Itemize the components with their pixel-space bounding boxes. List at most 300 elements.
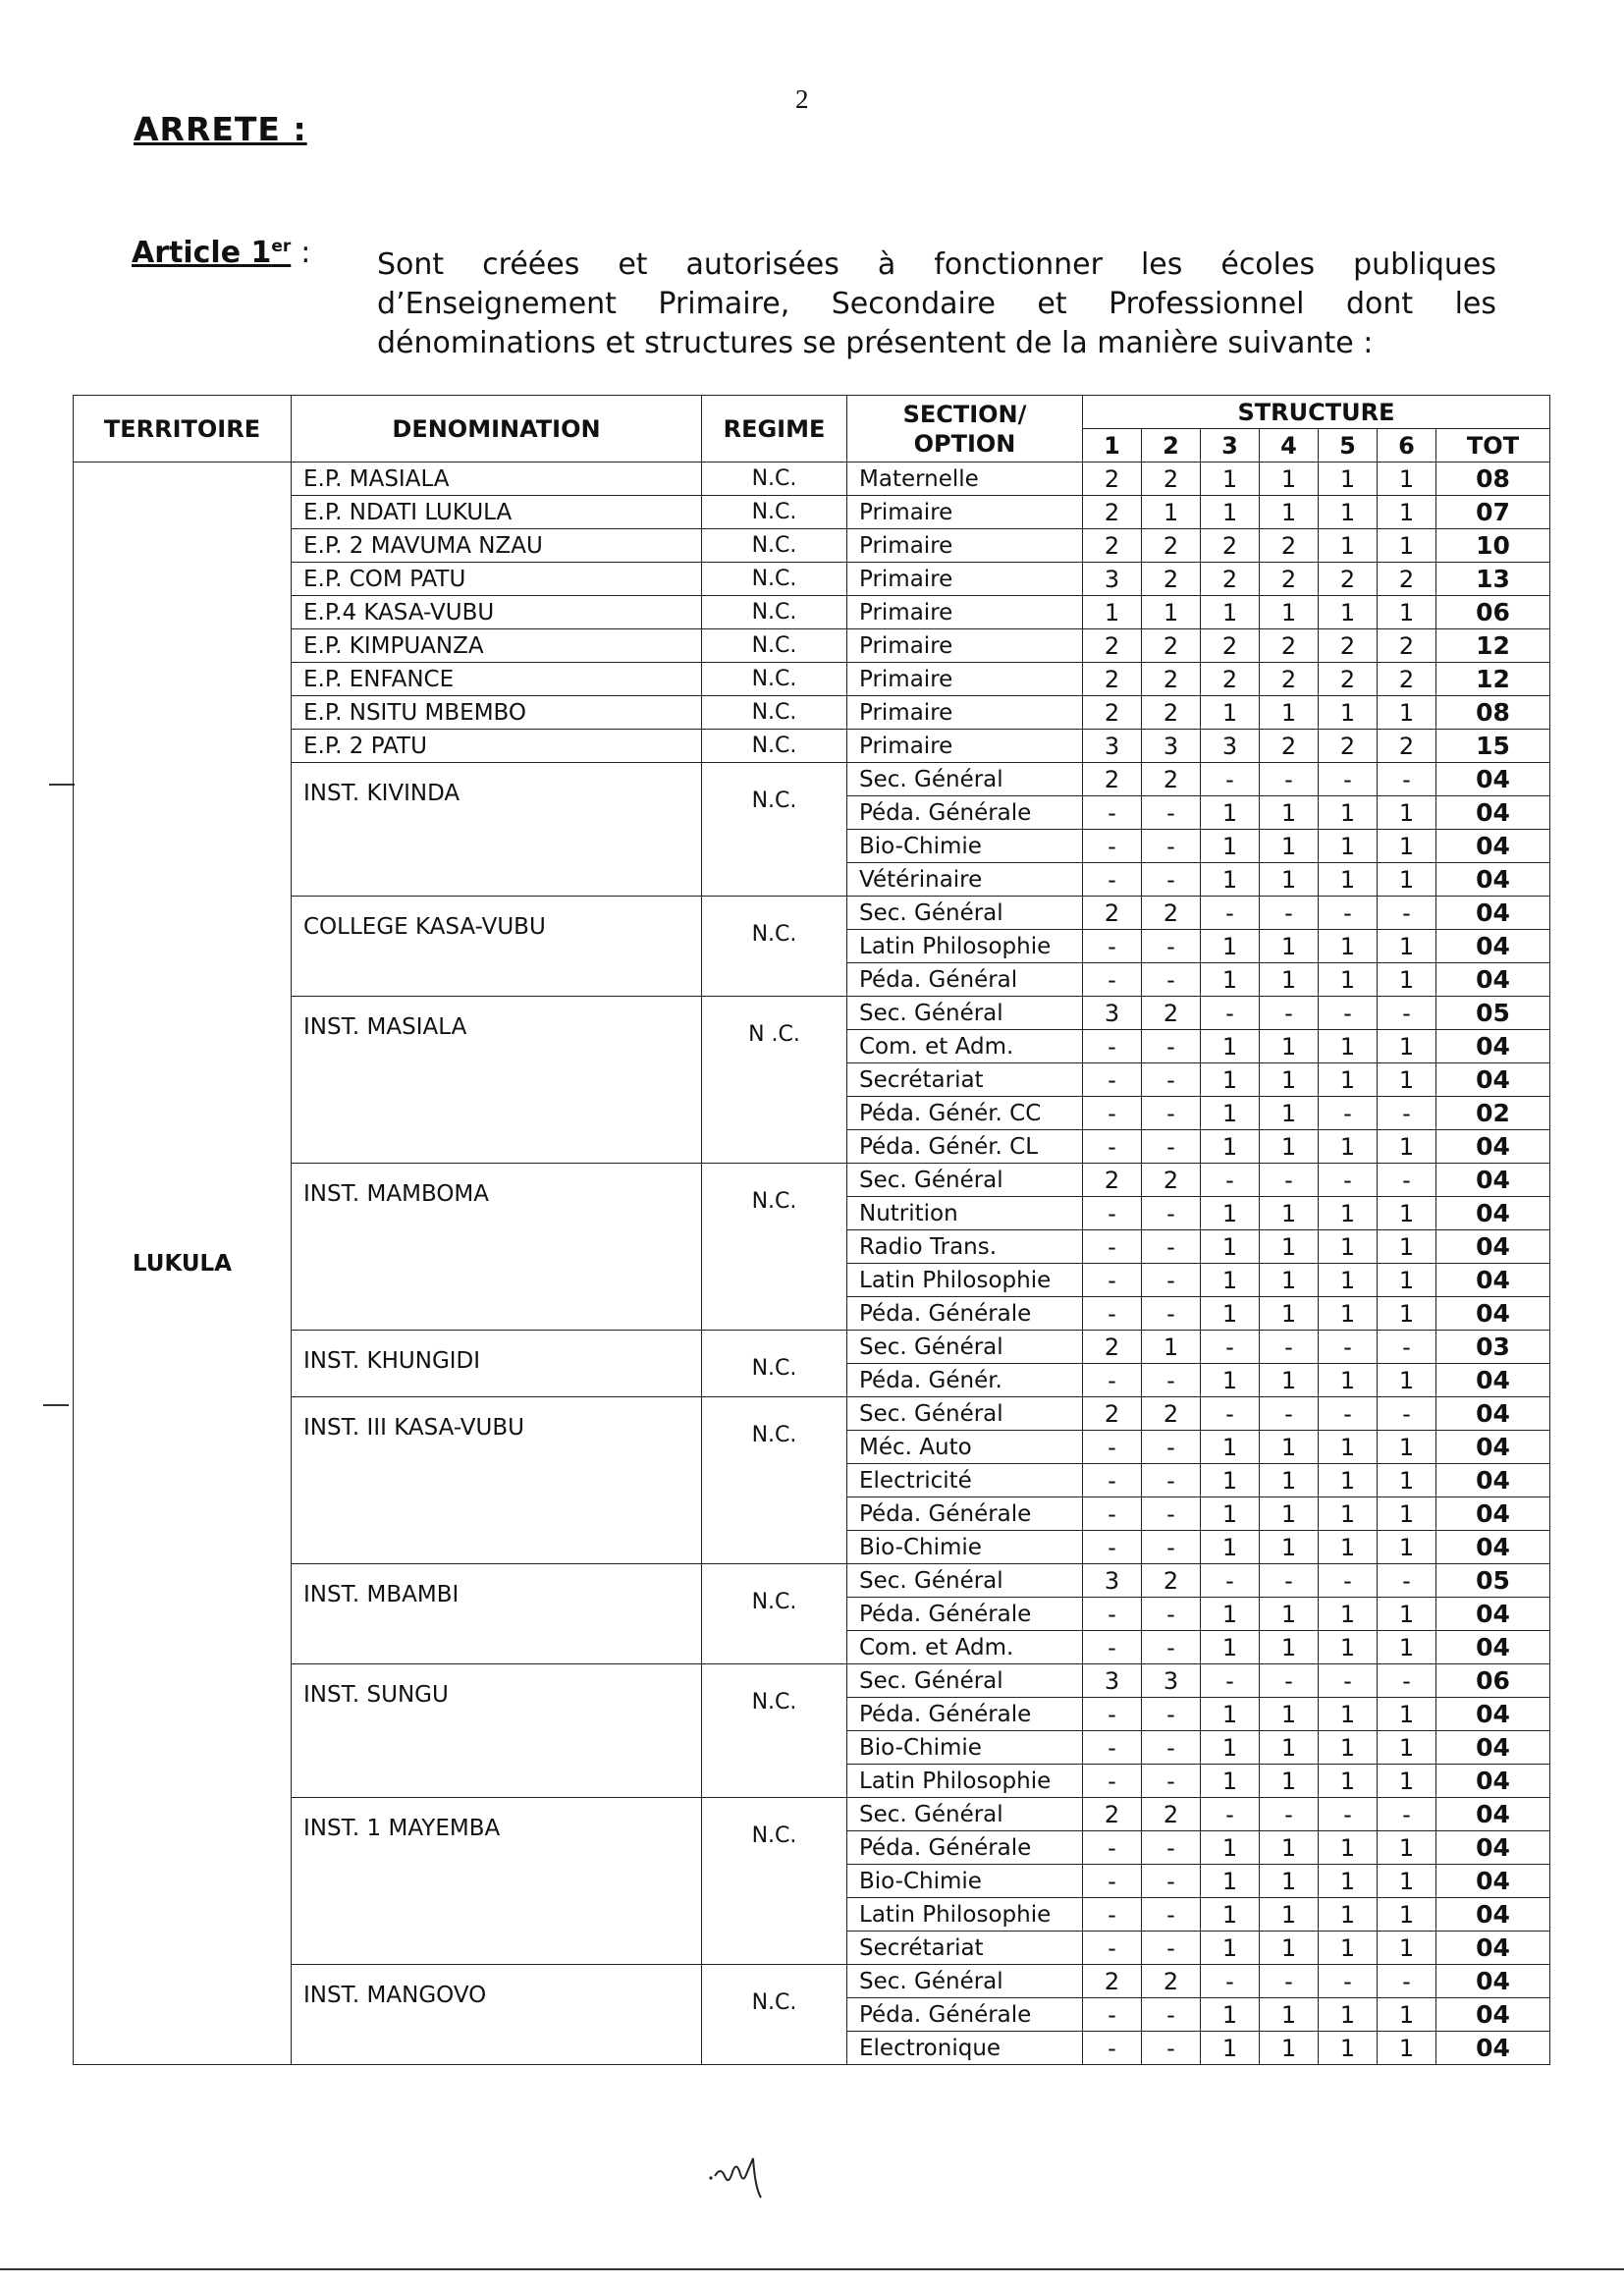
school-name: INST. 1 MAYEMBA (292, 1798, 702, 1965)
structure-cell-4: 1 (1260, 1130, 1319, 1164)
structure-cell-5: 1 (1319, 529, 1378, 563)
structure-cell-2: - (1142, 2032, 1201, 2065)
table-row (74, 1664, 1550, 1698)
total-cell: 12 (1436, 629, 1550, 663)
total-cell: 04 (1436, 963, 1550, 997)
structure-cell-5: 1 (1319, 1598, 1378, 1631)
structure-cell-2: 2 (1142, 1397, 1201, 1431)
section-option: Electricité (847, 1464, 1083, 1497)
structure-cell-3: 1 (1201, 930, 1260, 963)
structure-cell-5: 1 (1319, 1063, 1378, 1097)
section-option: Sec. Général (847, 1965, 1083, 1998)
section-option: Electronique (847, 2032, 1083, 2065)
total-cell: 04 (1436, 1865, 1550, 1898)
structure-cell-5: 1 (1319, 596, 1378, 629)
structure-cell-1: - (1083, 1197, 1142, 1230)
structure-cell-6: 1 (1378, 1932, 1436, 1965)
structure-cell-3: 1 (1201, 696, 1260, 730)
school-name: E.P. NSITU MBEMBO (292, 696, 702, 730)
table-row (74, 463, 1550, 496)
signature-mark (707, 2147, 795, 2215)
structure-cell-1: - (1083, 1631, 1142, 1664)
structure-cell-4: 2 (1260, 629, 1319, 663)
structure-cell-2: - (1142, 1063, 1201, 1097)
structure-cell-3: - (1201, 1397, 1260, 1431)
structure-cell-5: - (1319, 1664, 1378, 1698)
structure-cell-6: 1 (1378, 1431, 1436, 1464)
school-name: INST. MANGOVO (292, 1965, 702, 2065)
structure-cell-6: 1 (1378, 1598, 1436, 1631)
structure-cell-1: - (1083, 1230, 1142, 1264)
structure-cell-3: - (1201, 763, 1260, 796)
school-regime: N.C. (702, 1965, 847, 2065)
school-name: E.P. COM PATU (292, 563, 702, 596)
school-name: E.P. 2 MAVUMA NZAU (292, 529, 702, 563)
header-section: SECTION/ OPTION (847, 396, 1083, 463)
section-option: Secrétariat (847, 1063, 1083, 1097)
structure-cell-1: - (1083, 863, 1142, 897)
structure-cell-3: 1 (1201, 1230, 1260, 1264)
structure-cell-2: - (1142, 1097, 1201, 1130)
structure-cell-3: 1 (1201, 830, 1260, 863)
structure-cell-6: 1 (1378, 1631, 1436, 1664)
structure-cell-5: 2 (1319, 663, 1378, 696)
total-cell: 04 (1436, 2032, 1550, 2065)
school-regime: N.C. (702, 663, 847, 696)
structure-cell-4: - (1260, 1397, 1319, 1431)
structure-cell-4: 1 (1260, 1631, 1319, 1664)
structure-cell-1: - (1083, 830, 1142, 863)
school-regime: N.C. (702, 730, 847, 763)
structure-cell-6: 1 (1378, 1230, 1436, 1264)
total-cell: 04 (1436, 1965, 1550, 1998)
structure-cell-1: - (1083, 1932, 1142, 1965)
structure-cell-3: 1 (1201, 1364, 1260, 1397)
section-option: Latin Philosophie (847, 1765, 1083, 1798)
structure-cell-2: - (1142, 796, 1201, 830)
structure-cell-3: 1 (1201, 1264, 1260, 1297)
school-name: E.P. NDATI LUKULA (292, 496, 702, 529)
section-option: Péda. Générale (847, 1497, 1083, 1531)
section-option: Primaire (847, 696, 1083, 730)
structure-cell-2: - (1142, 1932, 1201, 1965)
structure-cell-4: 1 (1260, 930, 1319, 963)
structure-cell-2: 2 (1142, 563, 1201, 596)
section-option: Péda. Génér. CL (847, 1130, 1083, 1164)
structure-cell-4: 1 (1260, 463, 1319, 496)
structure-cell-4: 1 (1260, 1030, 1319, 1063)
school-name: E.P. MASIALA (292, 463, 702, 496)
section-option: Sec. Général (847, 763, 1083, 796)
school-regime: N.C. (702, 529, 847, 563)
structure-cell-5: 1 (1319, 1497, 1378, 1531)
structure-cell-5: 1 (1319, 830, 1378, 863)
school-regime: N.C. (702, 463, 847, 496)
structure-cell-3: 1 (1201, 1531, 1260, 1564)
structure-cell-1: - (1083, 1264, 1142, 1297)
structure-cell-6: - (1378, 1097, 1436, 1130)
structure-cell-1: 1 (1083, 596, 1142, 629)
structure-cell-2: 1 (1142, 1331, 1201, 1364)
total-cell: 04 (1436, 1197, 1550, 1230)
structure-cell-6: 1 (1378, 1865, 1436, 1898)
structure-cell-5: 1 (1319, 2032, 1378, 2065)
total-cell: 04 (1436, 1531, 1550, 1564)
structure-cell-1: - (1083, 1431, 1142, 1464)
structure-cell-3: 2 (1201, 563, 1260, 596)
structure-cell-3: 2 (1201, 529, 1260, 563)
total-cell: 04 (1436, 1431, 1550, 1464)
structure-cell-4: 1 (1260, 1765, 1319, 1798)
section-option: Maternelle (847, 463, 1083, 496)
structure-cell-2: - (1142, 1497, 1201, 1531)
structure-cell-3: - (1201, 897, 1260, 930)
total-cell: 07 (1436, 496, 1550, 529)
structure-cell-4: 1 (1260, 1264, 1319, 1297)
structure-cell-1: 2 (1083, 663, 1142, 696)
structure-cell-1: 3 (1083, 563, 1142, 596)
school-name: INST. MASIALA (292, 997, 702, 1164)
structure-cell-5: - (1319, 1798, 1378, 1831)
structure-cell-4: - (1260, 763, 1319, 796)
structure-cell-2: - (1142, 963, 1201, 997)
structure-cell-6: 1 (1378, 1831, 1436, 1865)
structure-cell-2: 1 (1142, 596, 1201, 629)
structure-cell-2: 2 (1142, 1564, 1201, 1598)
structure-cell-5: 1 (1319, 1898, 1378, 1932)
structure-cell-5: - (1319, 763, 1378, 796)
structure-cell-5: 1 (1319, 1998, 1378, 2032)
total-cell: 04 (1436, 1497, 1550, 1531)
total-cell: 04 (1436, 1598, 1550, 1631)
structure-cell-4: 1 (1260, 963, 1319, 997)
structure-cell-6: 1 (1378, 1063, 1436, 1097)
structure-cell-4: 1 (1260, 1097, 1319, 1130)
structure-cell-2: 2 (1142, 763, 1201, 796)
section-option: Sec. Général (847, 1331, 1083, 1364)
structure-cell-2: 3 (1142, 730, 1201, 763)
structure-cell-6: 1 (1378, 930, 1436, 963)
structure-cell-5: 1 (1319, 1731, 1378, 1765)
structure-cell-2: - (1142, 1464, 1201, 1497)
structure-cell-1: - (1083, 1097, 1142, 1130)
structure-cell-5: 2 (1319, 629, 1378, 663)
total-cell: 04 (1436, 1998, 1550, 2032)
structure-cell-4: 1 (1260, 1998, 1319, 2032)
structure-cell-1: - (1083, 1598, 1142, 1631)
table-row (74, 596, 1550, 629)
structure-cell-6: - (1378, 1397, 1436, 1431)
structure-cell-2: - (1142, 1598, 1201, 1631)
structure-cell-4: - (1260, 897, 1319, 930)
section-option: Primaire (847, 629, 1083, 663)
structure-cell-3: 1 (1201, 496, 1260, 529)
structure-cell-4: 1 (1260, 1230, 1319, 1264)
structure-cell-6: - (1378, 1164, 1436, 1197)
table-row (74, 1397, 1550, 1431)
structure-cell-6: 1 (1378, 963, 1436, 997)
total-cell: 05 (1436, 1564, 1550, 1598)
total-cell: 02 (1436, 1097, 1550, 1130)
structure-cell-6: 2 (1378, 730, 1436, 763)
structure-cell-6: 2 (1378, 663, 1436, 696)
structure-cell-3: 1 (1201, 1765, 1260, 1798)
total-cell: 04 (1436, 830, 1550, 863)
structure-cell-5: 1 (1319, 1030, 1378, 1063)
structure-cell-5: 1 (1319, 1531, 1378, 1564)
total-cell: 04 (1436, 863, 1550, 897)
structure-cell-3: 1 (1201, 1631, 1260, 1664)
header-col-6: 6 (1378, 429, 1436, 463)
school-name: E.P.4 KASA-VUBU (292, 596, 702, 629)
header-territoire: TERRITOIRE (74, 396, 292, 463)
structure-cell-4: 1 (1260, 1731, 1319, 1765)
total-cell: 04 (1436, 1831, 1550, 1865)
structure-cell-4: - (1260, 1664, 1319, 1698)
structure-cell-4: 1 (1260, 1063, 1319, 1097)
school-regime: N.C. (702, 1331, 847, 1397)
structure-cell-5: - (1319, 1564, 1378, 1598)
table-row (74, 1965, 1550, 1998)
structure-cell-6: 2 (1378, 563, 1436, 596)
total-cell: 04 (1436, 1397, 1550, 1431)
section-option: Primaire (847, 496, 1083, 529)
total-cell: 04 (1436, 1731, 1550, 1765)
structure-cell-1: 3 (1083, 1664, 1142, 1698)
section-option: Péda. Générale (847, 1598, 1083, 1631)
total-cell: 04 (1436, 1898, 1550, 1932)
section-option: Méc. Auto (847, 1431, 1083, 1464)
structure-cell-1: 3 (1083, 1564, 1142, 1598)
structure-cell-4: - (1260, 1798, 1319, 1831)
section-option: Sec. Général (847, 997, 1083, 1030)
total-cell: 04 (1436, 1297, 1550, 1331)
structure-cell-4: 1 (1260, 830, 1319, 863)
structure-cell-1: 2 (1083, 463, 1142, 496)
structure-cell-2: 2 (1142, 1798, 1201, 1831)
structure-cell-3: - (1201, 1564, 1260, 1598)
structure-cell-5: 2 (1319, 563, 1378, 596)
structure-cell-1: 2 (1083, 1331, 1142, 1364)
structure-cell-5: 1 (1319, 930, 1378, 963)
structure-cell-1: - (1083, 1063, 1142, 1097)
total-cell: 04 (1436, 1698, 1550, 1731)
total-cell: 04 (1436, 1932, 1550, 1965)
structure-cell-2: - (1142, 830, 1201, 863)
school-regime: N.C. (702, 563, 847, 596)
total-cell: 03 (1436, 1331, 1550, 1364)
structure-cell-4: 1 (1260, 2032, 1319, 2065)
structure-cell-4: 1 (1260, 1831, 1319, 1865)
table-row (74, 696, 1550, 730)
structure-cell-4: 1 (1260, 1698, 1319, 1731)
school-regime: N.C. (702, 696, 847, 730)
total-cell: 08 (1436, 463, 1550, 496)
article-number: Article 1er (132, 236, 292, 270)
structure-cell-4: - (1260, 1965, 1319, 1998)
structure-cell-2: 2 (1142, 696, 1201, 730)
margin-mark (49, 784, 75, 786)
school-regime: N.C. (702, 897, 847, 997)
structure-cell-6: 1 (1378, 1364, 1436, 1397)
structure-cell-2: - (1142, 1431, 1201, 1464)
section-option: Latin Philosophie (847, 1264, 1083, 1297)
structure-cell-5: 1 (1319, 696, 1378, 730)
structure-cell-5: 1 (1319, 963, 1378, 997)
structure-cell-4: 2 (1260, 730, 1319, 763)
structure-cell-2: - (1142, 863, 1201, 897)
school-name: INST. KIVINDA (292, 763, 702, 897)
structure-cell-2: - (1142, 1898, 1201, 1932)
structure-cell-6: 1 (1378, 2032, 1436, 2065)
section-option: Com. et Adm. (847, 1631, 1083, 1664)
header-col-1: 1 (1083, 429, 1142, 463)
school-name: INST. III KASA-VUBU (292, 1397, 702, 1564)
structure-cell-3: 1 (1201, 1598, 1260, 1631)
structure-cell-5: 1 (1319, 1831, 1378, 1865)
section-option: Nutrition (847, 1197, 1083, 1230)
structure-cell-4: 1 (1260, 1531, 1319, 1564)
section-option: Péda. Générale (847, 1297, 1083, 1331)
total-cell: 04 (1436, 1063, 1550, 1097)
structure-cell-3: 1 (1201, 1297, 1260, 1331)
school-regime: N.C. (702, 596, 847, 629)
section-option: Bio-Chimie (847, 1731, 1083, 1765)
structure-cell-4: 1 (1260, 1898, 1319, 1932)
structure-cell-5: 1 (1319, 1464, 1378, 1497)
section-option: Sec. Général (847, 897, 1083, 930)
total-cell: 04 (1436, 1765, 1550, 1798)
structure-cell-6: 2 (1378, 629, 1436, 663)
structure-cell-1: - (1083, 963, 1142, 997)
total-cell: 04 (1436, 1130, 1550, 1164)
structure-cell-6: 1 (1378, 1731, 1436, 1765)
header-col-3: 3 (1201, 429, 1260, 463)
section-option: Péda. Générale (847, 1831, 1083, 1865)
table-row (74, 897, 1550, 930)
structure-cell-2: 2 (1142, 529, 1201, 563)
structure-cell-2: - (1142, 1130, 1201, 1164)
structure-cell-6: 1 (1378, 1197, 1436, 1230)
structure-cell-4: 1 (1260, 596, 1319, 629)
territoire-cell: LUKULA (74, 463, 292, 2065)
structure-cell-1: 2 (1083, 1798, 1142, 1831)
total-cell: 04 (1436, 897, 1550, 930)
total-cell: 05 (1436, 997, 1550, 1030)
structure-cell-3: 1 (1201, 1898, 1260, 1932)
section-option: Latin Philosophie (847, 930, 1083, 963)
structure-cell-1: 3 (1083, 730, 1142, 763)
structure-cell-3: 1 (1201, 863, 1260, 897)
structure-cell-6: - (1378, 997, 1436, 1030)
structure-cell-3: 1 (1201, 1464, 1260, 1497)
section-option: Secrétariat (847, 1932, 1083, 1965)
section-option: Péda. Générale (847, 1998, 1083, 2032)
structure-cell-1: - (1083, 1698, 1142, 1731)
structure-cell-6: - (1378, 1664, 1436, 1698)
total-cell: 04 (1436, 930, 1550, 963)
structure-cell-6: 1 (1378, 1130, 1436, 1164)
table-row (74, 997, 1550, 1030)
structure-cell-6: 1 (1378, 1030, 1436, 1063)
structure-cell-6: - (1378, 897, 1436, 930)
structure-cell-3: 1 (1201, 963, 1260, 997)
total-cell: 10 (1436, 529, 1550, 563)
structure-cell-1: 2 (1083, 696, 1142, 730)
table-row (74, 763, 1550, 796)
structure-cell-3: 1 (1201, 1030, 1260, 1063)
structure-cell-4: 1 (1260, 1297, 1319, 1331)
table-row (74, 496, 1550, 529)
school-name: E.P. 2 PATU (292, 730, 702, 763)
section-option: Péda. Génér. CC (847, 1097, 1083, 1130)
table-row (74, 1798, 1550, 1831)
table-row (74, 730, 1550, 763)
structure-cell-5: 1 (1319, 796, 1378, 830)
structure-cell-5: - (1319, 1097, 1378, 1130)
section-option: Péda. Général (847, 963, 1083, 997)
table-row (74, 1164, 1550, 1197)
structure-cell-4: 1 (1260, 1197, 1319, 1230)
structure-cell-2: - (1142, 930, 1201, 963)
structure-cell-1: - (1083, 1297, 1142, 1331)
structure-cell-2: - (1142, 1831, 1201, 1865)
structure-cell-3: 2 (1201, 629, 1260, 663)
total-cell: 04 (1436, 1464, 1550, 1497)
section-option: Com. et Adm. (847, 1030, 1083, 1063)
structure-cell-2: - (1142, 1698, 1201, 1731)
structure-cell-4: 1 (1260, 496, 1319, 529)
structure-cell-6: 1 (1378, 1531, 1436, 1564)
section-option: Péda. Génér. (847, 1364, 1083, 1397)
structure-cell-1: - (1083, 1865, 1142, 1898)
structure-cell-1: - (1083, 1030, 1142, 1063)
structure-cell-6: - (1378, 1965, 1436, 1998)
structure-cell-2: - (1142, 1531, 1201, 1564)
total-cell: 04 (1436, 796, 1550, 830)
section-option: Péda. Générale (847, 796, 1083, 830)
structure-cell-4: 1 (1260, 1865, 1319, 1898)
structure-cell-3: 1 (1201, 596, 1260, 629)
structure-cell-3: 1 (1201, 1497, 1260, 1531)
structure-cell-6: 1 (1378, 830, 1436, 863)
structure-cell-3: 1 (1201, 1865, 1260, 1898)
structure-cell-1: - (1083, 1364, 1142, 1397)
header-col-4: 4 (1260, 429, 1319, 463)
structure-cell-2: 2 (1142, 1164, 1201, 1197)
table-row (74, 563, 1550, 596)
structure-cell-5: 1 (1319, 1264, 1378, 1297)
section-option: Primaire (847, 730, 1083, 763)
structure-cell-2: 2 (1142, 997, 1201, 1030)
structure-cell-2: - (1142, 1865, 1201, 1898)
structure-cell-3: 1 (1201, 1431, 1260, 1464)
article-label (132, 236, 310, 270)
section-option: Péda. Générale (847, 1698, 1083, 1731)
structure-cell-5: - (1319, 1397, 1378, 1431)
structure-cell-4: - (1260, 1164, 1319, 1197)
structure-cell-1: - (1083, 1464, 1142, 1497)
structure-cell-1: 2 (1083, 1397, 1142, 1431)
structure-cell-2: - (1142, 1030, 1201, 1063)
structure-cell-2: 1 (1142, 496, 1201, 529)
schools-table (73, 395, 1550, 2065)
structure-cell-1: - (1083, 796, 1142, 830)
header-col-5: 5 (1319, 429, 1378, 463)
structure-cell-2: - (1142, 1230, 1201, 1264)
structure-cell-4: 1 (1260, 1431, 1319, 1464)
structure-cell-4: 1 (1260, 1598, 1319, 1631)
